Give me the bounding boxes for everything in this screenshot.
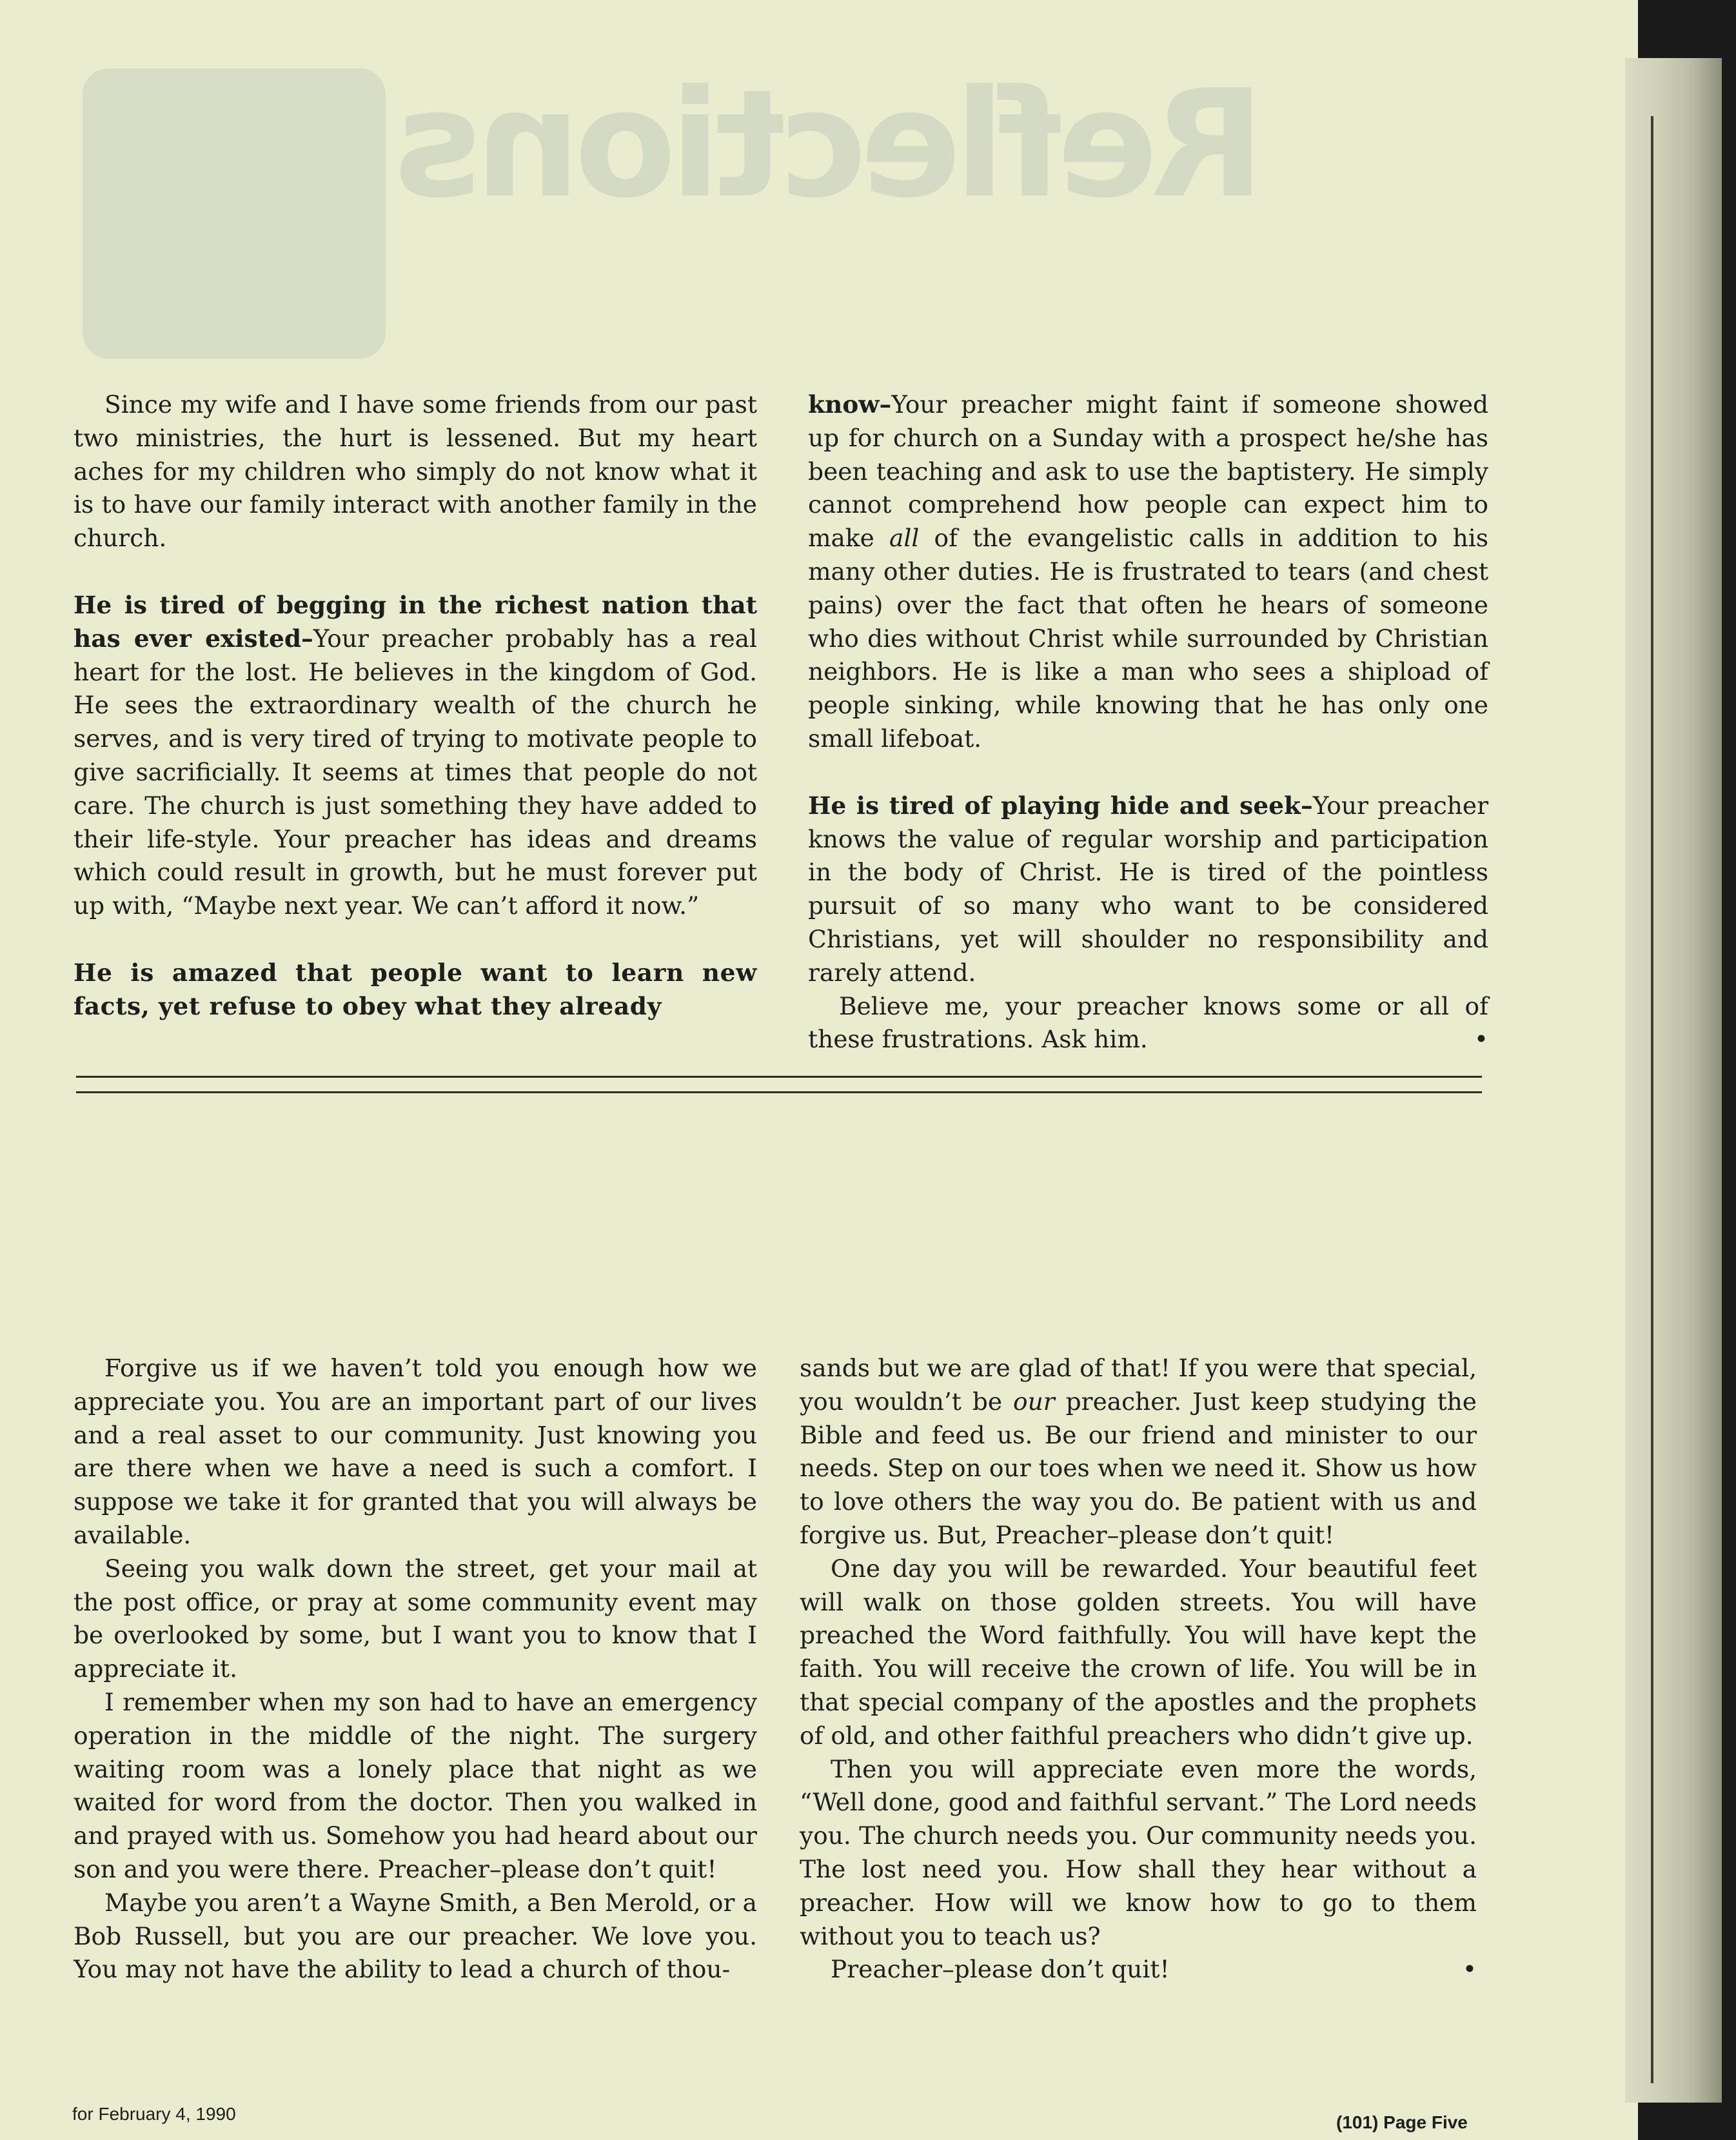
- paragraph-body: Your preacher probably has a real heart for the lost. He believes in the kingdom of God. He sees the extraordinary wealth of the church he serves, and is very tired of trying to motivate people to give sacrificially. It seems at times that people do not care. The church is just something they have added to their life-style. Your preacher has ideas and dreams which could result in growth, but he must forever put up with, “Maybe next year. We can’t afford it now.”: [74, 624, 757, 920]
- bottom-right-column: [800, 1352, 1477, 1986]
- paragraph-body: Your preacher might faint if someone showed up for church on a Sunday with a prospect he/she has been teaching and ask to use the baptistery. He simply cannot comprehend how people can expect him to make: [808, 390, 1488, 553]
- paragraph: [800, 1953, 1477, 1986]
- paragraph-body: Preacher–please don’t quit!: [831, 1955, 1170, 1984]
- paragraph: [808, 990, 1488, 1057]
- top-left-column: [74, 388, 757, 1024]
- paragraph-body: Your preacher knows the value of regular worship and participation in the body of Christ. He is tired of the pointless pursuit of so many who want to be considered Christians, yet will shoulder no responsibility and rarely attend.: [808, 791, 1488, 987]
- paragraph: One day you will be rewarded. Your beautiful feet will walk on those golden streets. You will have preached the Word faithfully. You will have kept the faith. You will receive the crown of life. You will be in that special company of the apostles and the prophets of old, and other faithful preachers who didn’t give up.: [800, 1554, 1477, 1750]
- binding-line: [1651, 116, 1653, 2083]
- paragraph: Maybe you aren’t a Wayne Smith, a Ben Merold, or a Bob Russell, but you are our preacher. We love you. You may not have the ability to lead a church of thou-: [74, 1888, 757, 1984]
- paragraph-body: Believe me, your preacher knows some or all of these frustrations. Ask him.: [808, 991, 1488, 1054]
- bleed-through-logo: [83, 68, 386, 359]
- paragraph-body: of the evangelistic calls in addition to his many other duties. He is frustrated to tears (and chest pains) over the fact that often he hears of someone who dies without Christ while surrounded by Christian neighbors. He is like a man who sees a shipload of people sinking, while knowing that he has only one small lifeboat.: [808, 524, 1488, 753]
- italic-word: our: [1013, 1387, 1055, 1416]
- paragraph-heading: know–: [808, 390, 892, 419]
- paragraph: [808, 789, 1488, 990]
- divider-rule: [76, 1091, 1482, 1093]
- paragraph-heading: He is amazed that people want to learn new facts, yet refuse to obey what they already: [74, 958, 757, 1020]
- paragraph-heading: He is tired of begging in the richest nation that has ever existed–: [74, 590, 757, 653]
- italic-word: all: [889, 524, 920, 553]
- end-mark: •: [1474, 1025, 1488, 1054]
- paragraph: I remember when my son had to have an emergency operation in the middle of the night. The surgery waiting room was a lonely place that night as we waited for word from the doctor. Then you walked in and prayed with us. Somehow you had heard about our son and you were there. Preacher–please don’t quit!: [74, 1687, 757, 1883]
- paragraph: [800, 1352, 1477, 1552]
- paragraph-heading: He is tired of playing hide and seek–: [808, 791, 1313, 820]
- footer-page-number: (101) Page Five: [1336, 2112, 1468, 2132]
- end-mark: •: [1462, 1955, 1477, 1984]
- paragraph: Forgive us if we haven’t told you enough how we appreciate you. You are an important part of our lives and a real asset to our community. Just knowing you are there when we have a need is such a comfort. I suppose we take it for granted that you will always be available.: [74, 1354, 757, 1549]
- paragraph: Then you will appreciate even more the words, “Well done, good and faithful servant.” The Lord needs you. The church needs you. Our community needs you. The lost need you. How shall they hear without a preacher. How will we know how to go to them without you to teach us?: [800, 1754, 1477, 1950]
- paragraph-body: sands but we are glad of that! If you were that special, you wouldn’t be: [800, 1354, 1477, 1416]
- paragraph: [74, 589, 757, 923]
- page-edge-binding: [1625, 58, 1722, 2103]
- top-right-column: [808, 388, 1488, 1056]
- paragraph-body: preacher. Just keep studying the Bible and feed us. Be our friend and minister to our needs. Step on our toes when we need it. Show us how to love others the way you do. Be patient with us and forgive us. But, Preacher–please don’t quit!: [800, 1387, 1477, 1549]
- footer-date: for February 4, 1990: [72, 2104, 236, 2124]
- bottom-left-column: [74, 1352, 757, 1986]
- paragraph: [808, 388, 1488, 756]
- paragraph: Seeing you walk down the street, get your mail at the post office, or pray at some community event may be overlooked by some, but I want you to know that I appreciate it.: [74, 1554, 757, 1683]
- bleed-through-heading: Reflections: [400, 59, 1265, 231]
- paragraph: Since my wife and I have some friends from our past two ministries, the hurt is lessened. But my heart aches for my children who simply do not know what it is to have our family interact with another family in the church.: [74, 390, 757, 553]
- divider-rule: [76, 1076, 1482, 1078]
